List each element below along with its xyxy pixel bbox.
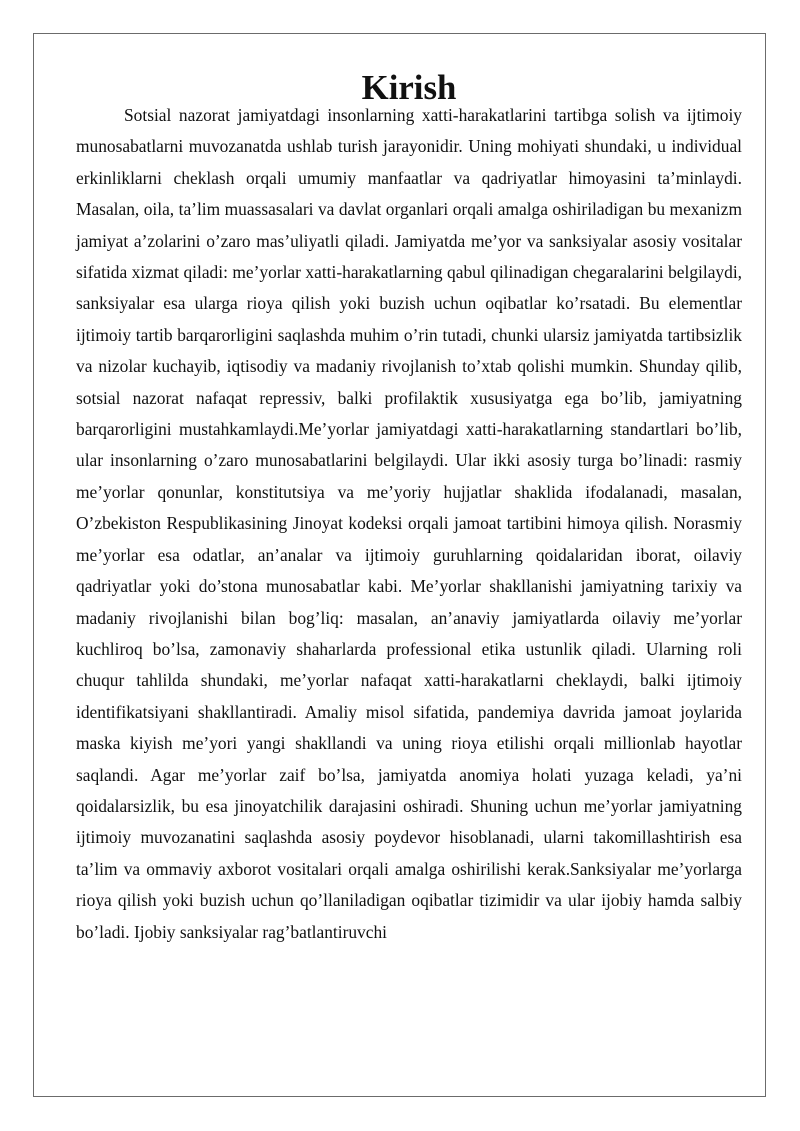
document-content — [76, 68, 742, 948]
document-body-paragraph: Sotsial nazorat jamiyatdagi insonlarning xatti-harakatlarini tartibga solish va ijtimoiy munosabatlarni muvozanatda ushlab turish jarayonidir. Uning mohiyati shundaki, u individual erkinliklarni cheklash orqali umumiy manfaatlar va qadriyatlar himoyasini ta’minlaydi. Masalan, oila, ta’lim muassasalari va davlat organlari orqali amalga oshiriladigan bu mexanizm jamiyat a’zolarini o’zaro mas’uliyatli qiladi. Jamiyatda me’yor va sanksiyalar asosiy vositalar sifatida xizmat qiladi: me’yorlar xatti-harakatlarning qabul qilinadigan chegaralarini belgilaydi, sanksiyalar esa ularga rioya qilish yoki buzish uchun oqibatlar ko’rsatadi. Bu elementlar ijtimoiy tartib barqarorligini saqlashda muhim o’rin tutadi, chunki ularsiz jamiyatda tartibsizlik va nizolar kuchayib, iqtisodiy va madaniy rivojlanish to’xtab qolishi mumkin. Shunday qilib, sotsial nazorat nafaqat repressiv, balki profilaktik xususiyatga ega bo’lib, jamiyatning barqarorligini mustahkamlaydi.Me’yorlar jamiyatdagi xatti-harakatlarning standartlari bo’lib, ular insonlarning o’zaro munosabatlarini belgilaydi. Ular ikki asosiy turga bo’linadi: rasmiy me’yorlar qonunlar, konstitutsiya va me’yoriy hujjatlar shaklida ifodalanadi, masalan, O’zbekiston Respublikasining Jinoyat kodeksi orqali jamoat tartibini himoya qilish. Norasmiy me’yorlar esa odatlar, an’analar va ijtimoiy guruhlarning qoidalaridan iborat, oilaviy qadriyatlar yoki do’stona munosabatlar kabi. Me’yorlar shakllanishi jamiyatning tarixiy va madaniy rivojlanishi bilan bog’liq: masalan, an’anaviy jamiyatlarda oilaviy me’yorlar kuchliroq bo’lsa, zamonaviy shaharlarda professional etika ustunlik qiladi. Ularning roli chuqur tahlilda shundaki, me’yorlar nafaqat xatti-harakatlarni cheklaydi, balki ijtimoiy identifikatsiyani shakllantiradi. Amaliy misol sifatida, pandemiya davrida jamoat joylarida maska kiyish me’yori yangi shakllandi va uning rioya etilishi orqali millionlab hayotlar saqlandi. Agar me’yorlar zaif bo’lsa, jamiyatda anomiya holati yuzaga keladi, ya’ni qoidalarsizlik, bu esa jinoyatchilik darajasini oshiradi. Shuning uchun me’yorlar jamiyatning ijtimoiy muvozanatini saqlashda asosiy poydevor hisoblanadi, ularni takomillashtirish esa ta’lim va ommaviy axborot vositalari orqali amalga oshirilishi kerak.Sanksiyalar me’yorlarga rioya qilish yoki buzish uchun qo’llaniladigan oqibatlar tizimidir va ular ijobiy hamda salbiy bo’ladi. Ijobiy sanksiyalar rag’batlantiruvchi — [76, 105, 742, 942]
document-title: Kirish — [361, 68, 457, 107]
